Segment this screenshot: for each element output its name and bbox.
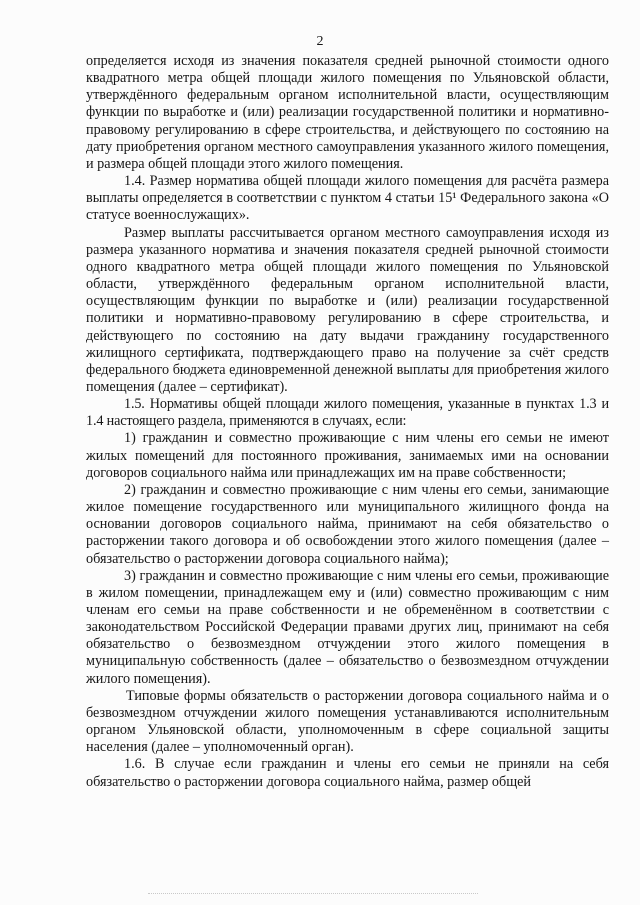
paragraph-1-6: 1.6. В случае если гражданин и члены его семьи не приняли на себя обязательство о расторжении договора социального найма, размер общей	[86, 756, 609, 790]
paragraph-1-4: 1.4. Размер норматива общей площади жилого помещения для расчёта размера выплаты определяется в соответствии с пунктом 4 статьи 15¹ Федерального закона «О статусе военнослужащих».	[86, 173, 609, 224]
paragraph-continuation: определяется исходя из значения показателя средней рыночной стоимости одного квадратного метра общей площади жилого помещения по Ульяновской области, утверждённого федеральным органом исполнительной власти, осуществляющим функции по выработке и (или) реализации государственной политики и нормативно-правовому регулированию в сфере строительства, и действующего по состоянию на дату приобретения органом местного самоуправления указанного жилого помещения, и размера общей площади этого жилого помещения.	[86, 53, 609, 172]
document-body	[86, 53, 609, 791]
list-item-1: 1) гражданин и совместно проживающие с ним члены его семьи не имеют жилых помещений для постоянного проживания, занимаемых ими на основании договоров социального найма или принадлежащих им на праве собственности;	[86, 430, 609, 481]
list-item-2: 2) гражданин и совместно проживающие с ним члены его семьи, занимающие жилое помещение государственного или муниципального жилищного фонда на основании договоров социального найма, принимают на себя обязательство о расторжении такого договора и об освобождении этого жилого помещения (далее – обязательство о расторжении договора социального найма);	[86, 481, 609, 567]
paragraph-1-5: 1.5. Нормативы общей площади жилого помещения, указанные в пунктах 1.3 и 1.4 настоящего раздела, применяются в случаях, если:	[86, 396, 609, 430]
scan-edge-marks	[148, 893, 478, 897]
list-item-3: 3) гражданин и совместно проживающие с ним члены его семьи, проживающие в жилом помещении, принадлежащем ему и (или) совместно проживающим с ним членам его семьи на праве собственности и не обременённом в соответствии с законодательством Российской Федерации правами других лиц, принимают на себя обязательство о безвозмездном отчуждении этого жилого помещения в муниципальную собственность (далее – обязательство о безвозмездном отчуждении жилого помещения).	[86, 567, 609, 687]
page-number: 2	[316, 34, 324, 49]
paragraph-typical-forms: Типовые формы обязательств о расторжении договора социального найма и о безвозмездном отчуждении жилого помещения устанавливаются исполнительным органом Ульяновской области, уполномоченным в сфере социальной защиты населения (далее – уполномоченный орган).	[86, 687, 609, 756]
paragraph-payment-size: Размер выплаты рассчитывается органом местного самоуправления исходя из размера указанного норматива и значения показателя средней рыночной стоимости одного квадратного метра общей площади жилого помещения по Ульяновской области, утверждённого федеральным органом исполнительной власти, осуществляющим функции по выработке и (или) реализации государственной политики и нормативно-правовому регулированию в сфере строительства, и действующего по состоянию на дату выдачи гражданину государственного жилищного сертификата, подтверждающего право на получение за счёт средств федерального бюджета единовременной денежной выплаты для приобретения жилого помещения (далее – сертификат).	[86, 224, 609, 395]
